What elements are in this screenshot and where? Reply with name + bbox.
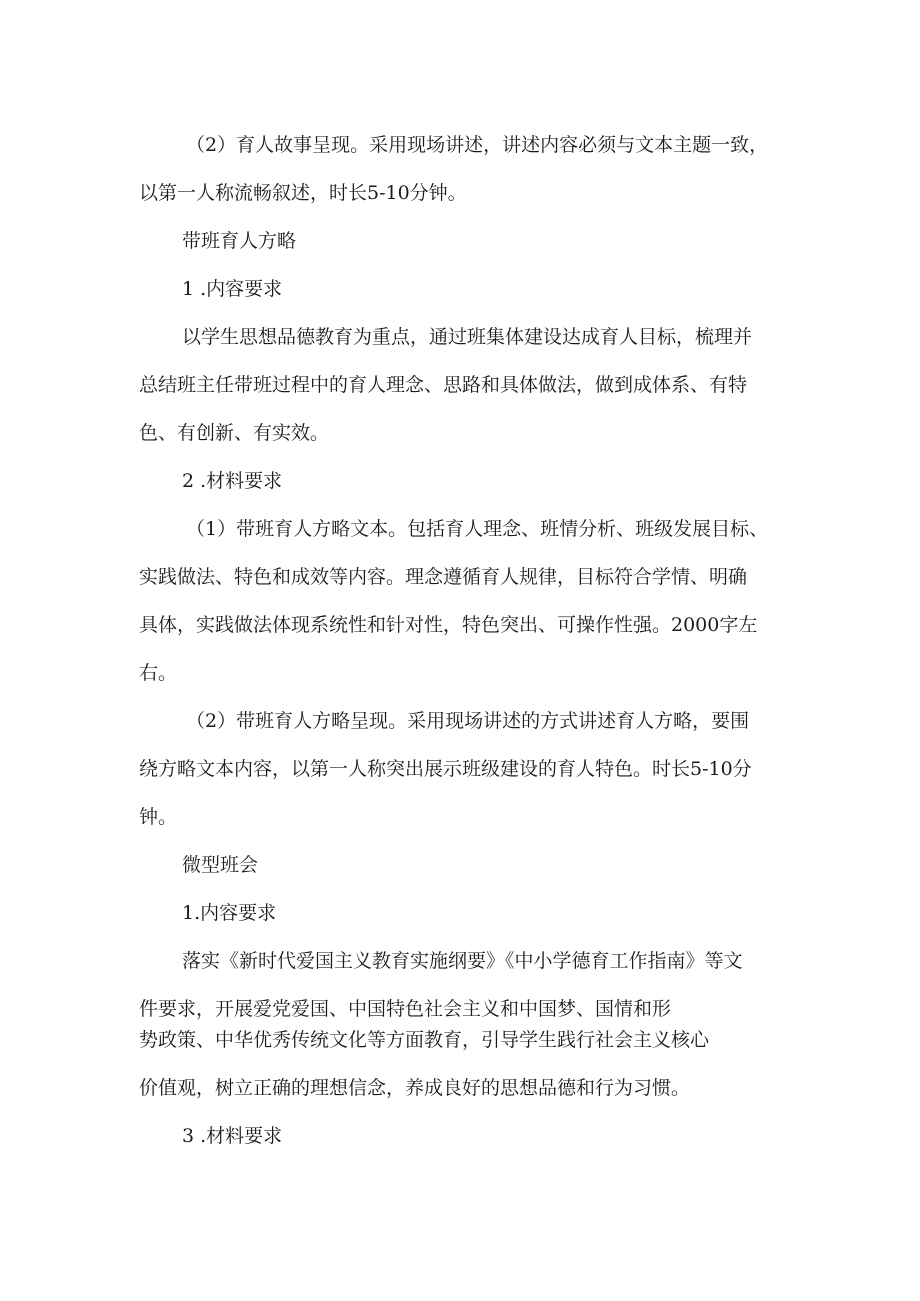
text-line: 总结班主任带班过程中的育人理念、思路和具体做法，做到成体系、有特 xyxy=(139,374,748,396)
subsection-heading: 3 .材料要求 xyxy=(182,1125,283,1147)
text-line: 具体，实践做法体现系统性和针对性，特色突出、可操作性强。2000字左 xyxy=(139,614,758,636)
text-line: （1）带班育人方略文本。包括育人理念、班情分析、班级发展目标、 xyxy=(186,518,769,540)
text-line: （2）育人故事呈现。采用现场讲述，讲述内容必须与文本主题一致， xyxy=(186,134,769,156)
text-line: 绕方略文本内容，以第一人称突出展示班级建设的育人特色。时长5-10分 xyxy=(139,758,752,780)
text-line: 以学生思想品德教育为重点，通过班集体建设达成育人目标，梳理并 xyxy=(182,326,753,348)
text-line: 钟。 xyxy=(139,806,178,828)
text-line: 价值观，树立正确的理想信念，养成良好的思想品德和行为习惯。 xyxy=(139,1077,691,1099)
section-heading: 带班育人方略 xyxy=(182,230,297,252)
text-line: 右。 xyxy=(139,662,178,684)
text-line: 势政策、中华优秀传统文化等方面教育，引导学生践行社会主义核心 xyxy=(139,1029,710,1051)
text-line: 落实《新时代爱国主义教育实施纲要》《中小学德育工作指南》等文 xyxy=(182,950,743,972)
text-line: （2）带班育人方略呈现。采用现场讲述的方式讲述育人方略，要围 xyxy=(186,710,750,732)
subsection-heading: 1.内容要求 xyxy=(182,902,277,924)
text-line: 件要求，开展爱党爱国、中国特色社会主义和中国梦、国情和形 xyxy=(139,998,672,1020)
section-heading: 微型班会 xyxy=(182,854,259,876)
text-line: 色、有创新、有实效。 xyxy=(139,422,330,444)
subsection-heading: 1 .内容要求 xyxy=(182,278,283,300)
subsection-heading: 2 .材料要求 xyxy=(182,470,283,492)
text-line: 实践做法、特色和成效等内容。理念遵循育人规律，目标符合学情、明确 xyxy=(139,566,748,588)
text-line: 以第一人称流畅叙述，时长5-10分钟。 xyxy=(139,182,467,204)
